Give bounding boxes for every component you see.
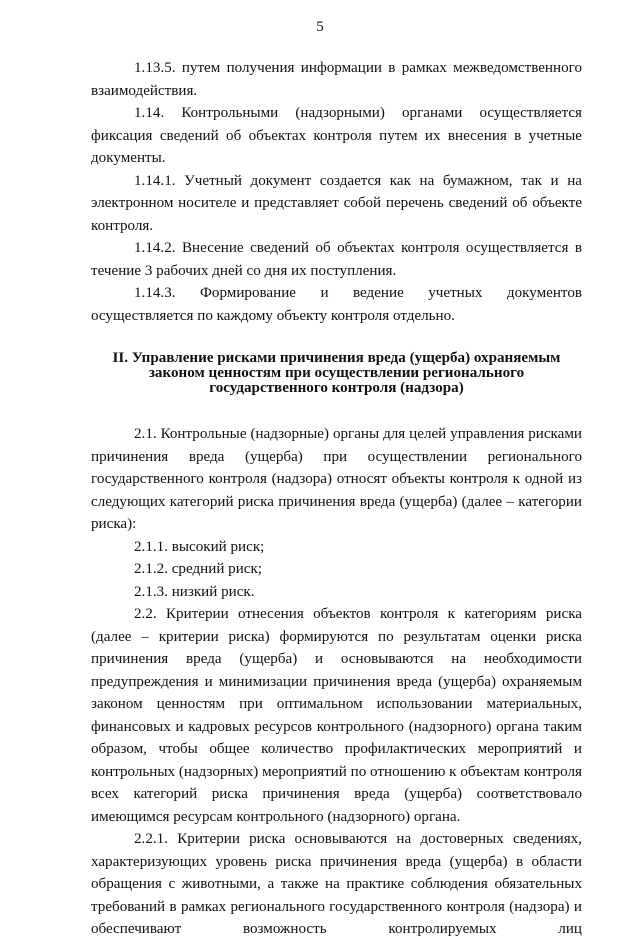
document-body bbox=[91, 57, 582, 941]
paragraph-1-14-2: 1.14.2. Внесение сведений об объектах контроля осуществляется в течение 3 рабочих дней со дня их поступления. bbox=[91, 240, 582, 279]
paragraph-1-14-1: 1.14.1. Учетный документ создается как на бумажном, так и на электронном носителе и представляет собой перечень сведений об объекте контроля. bbox=[91, 172, 582, 234]
paragraph-1-13-5: 1.13.5. путем получения информации в рамках межведомственного взаимодействия. bbox=[91, 60, 582, 99]
paragraph-2-1-3: 2.1.3. низкий риск. bbox=[134, 583, 255, 600]
paragraph-2-2: 2.2. Критерии отнесения объектов контроля к категориям риска (далее – критерии риска) формируются по результатам оценки риска причинения вреда (ущерба) и основываются на необходимости предупреждения и минимизации причинения вреда (ущерба) охраняемым законом ценностям при оптимальном использовании материальных, финансовых и кадровых ресурсов контрольного (надзорного) органа таким образом, чтобы общее количество профилактических мероприятий и контрольных (надзорных) мероприятий по отношению к объектам контроля всех категорий риска причинения вреда (ущерба) соответствовало имеющимся ресурсам контрольного (надзорного) органа. bbox=[91, 606, 582, 825]
section-heading-line-2: законом ценностям при осуществлении регионального bbox=[148, 365, 525, 381]
paragraph-2-1-2: 2.1.2. средний риск; bbox=[134, 561, 263, 577]
section-heading-line-1: II. Управление рисками причинения вреда (ущерба) охраняемым bbox=[112, 350, 561, 366]
section-heading bbox=[91, 351, 582, 396]
paragraph-1-14-3: 1.14.3. Формирование и ведение учетных документов осуществляется по каждому объекту контроля отдельно. bbox=[91, 285, 582, 324]
paragraph-1-14: 1.14. Контрольными (надзорными) органами осуществляется фиксация сведений об объектах контроля путем их внесения в учетные документы. bbox=[91, 105, 582, 166]
paragraph-2-2-1: 2.2.1. Критерии риска основываются на достоверных сведениях, характеризующих уровень риска причинения вреда (ущерба) в области обращения с животными, а также на практике соблюдения обязательных требований в рамках регионального государственного контроля (надзора) и обеспечивают возможность контролируемых лиц bbox=[91, 831, 582, 937]
paragraph-2-1: 2.1. Контрольные (надзорные) органы для целей управления рисками причинения вреда (ущерба) при осуществлении регионального государственного контроля (надзора) относят объекты контроля к одной из следующих категорий риска причинения вреда (ущерба) (далее – категории риска): bbox=[91, 426, 582, 532]
page-number: 5 bbox=[316, 19, 324, 35]
paragraph-2-1-1: 2.1.1. высокий риск; bbox=[134, 538, 265, 555]
section-heading-line-3: государственного контроля (надзора) bbox=[209, 380, 464, 396]
